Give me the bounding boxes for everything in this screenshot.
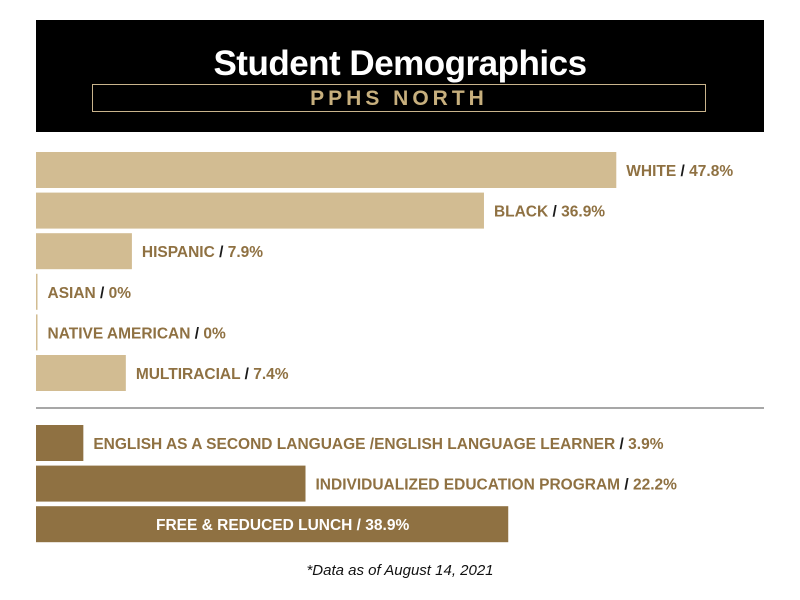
bar-label: FREE & REDUCED LUNCH / 38.9% [156, 517, 410, 535]
bar-label: BLACK / 36.9% [493, 203, 606, 221]
bar [36, 425, 83, 461]
bar-label: ASIAN / 0% [47, 284, 132, 302]
bar-label: NATIVE AMERICAN / 0% [47, 325, 226, 343]
bar [36, 193, 484, 229]
school-name: PPHS NORTH [310, 87, 488, 110]
bar [36, 314, 38, 350]
bar [36, 466, 306, 502]
bar [36, 274, 38, 310]
bar-label: WHITE / 47.8% [626, 163, 734, 180]
bar-label: MULTIRACIAL / 7.4% [135, 366, 289, 383]
bar [36, 355, 126, 391]
bar [36, 233, 132, 269]
bar [36, 152, 616, 188]
footnote: *Data as of August 14, 2021 [306, 562, 494, 579]
bar-label: ENGLISH AS A SECOND LANGUAGE /ENGLISH LANGUAGE LEARNER / 3.9% [93, 436, 664, 453]
chart-title: Student Demographics [213, 44, 587, 83]
bar-label: INDIVIDUALIZED EDUCATION PROGRAM / 22.2% [315, 476, 677, 494]
bar-label: HISPANIC / 7.9% [141, 244, 264, 262]
